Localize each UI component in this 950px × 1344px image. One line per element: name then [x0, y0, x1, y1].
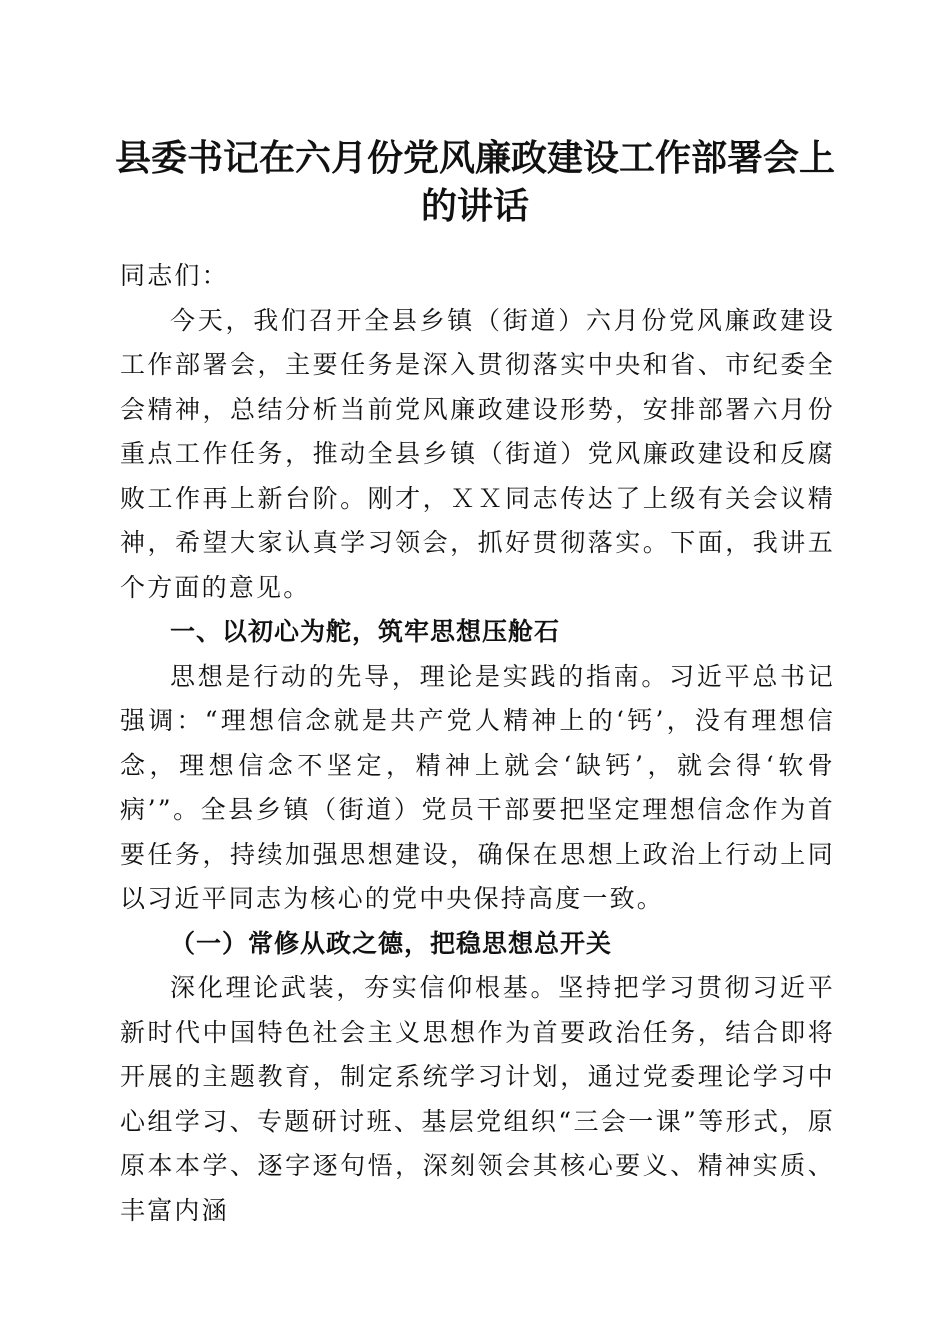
intro-paragraph: 今天，我们召开全县乡镇（街道）六月份党风廉政建设工作部署会，主要任务是深入贯彻落实中央和省、市纪委全会精神，总结分析当前党风廉政建设形势，安排部署六月份重点工作任务，推动全县乡镇（街道）党风廉政建设和反腐败工作再上新台阶。刚才，ＸＸ同志传达了上级有关会议精神，希望大家认真学习领会，抓好贯彻落实。下面，我讲五个方面的意见。	[120, 305, 835, 602]
document-title: 县委书记在六月份党风廉政建设工作部署会上的讲话	[114, 137, 835, 227]
section-1-paragraph: 思想是行动的先导，理论是实践的指南。习近平总书记强调：“理想信念就是共产党人精神上的‘钙’，没有理想信念，理想信念不坚定，精神上就会‘缺钙’，就会得‘软骨病’”。全县乡镇（街道）党员干部要把坚定理想信念作为首要任务，持续加强思想建设，确保在思想上政治上行动上同以习近平同志为核心的党中央保持高度一致。	[120, 661, 835, 913]
section-1-heading: 一、以初心为舵，筑牢思想压舱石	[170, 617, 561, 646]
subsection-1-heading: （一）常修从政之德，把稳思想总开关	[170, 928, 613, 958]
document-body	[120, 254, 835, 1233]
subsection-1-paragraph: 深化理论武装，夯实信仰根基。坚持把学习贯彻习近平新时代中国特色社会主义思想作为首要政治任务，结合即将开展的主题教育，制定系统学习计划，通过党委理论学习中心组学习、专题研讨班、基层党组织“三会一课”等形式，原原本本学、逐字逐句悟，深刻领会其核心要义、精神实质、丰富内涵	[120, 973, 835, 1225]
salutation: 同志们：	[120, 261, 229, 290]
